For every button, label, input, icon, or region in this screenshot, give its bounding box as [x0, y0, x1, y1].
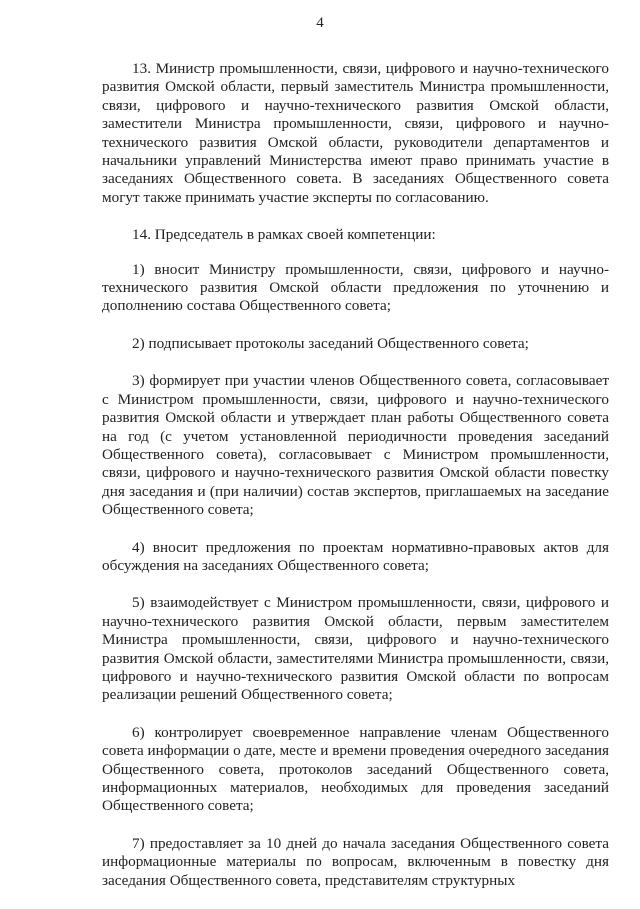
paragraph-13: 13. Министр промышленности, связи, цифрового и научно-технического развития Омской области, первый заместитель Министра промышленности, связи, цифрового и научно-технического развития Омской области, заместители Министра промышленности, связи, цифрового и научно-технического развития Омской области, руководители департаментов и начальники управлений Министерства имеют право принимать участие в заседаниях Общественного совета. В заседаниях Общественного совета могут также принимать участие эксперты по согласованию.: [102, 60, 609, 206]
list-item-4: 4) вносит предложения по проектам нормативно-правовых актов для обсуждения на заседаниях Общественного совета;: [102, 538, 609, 574]
list-item-6: 6) контролирует своевременное направление членам Общественного совета информации о дате, месте и времени проведения очередного заседания Общественного совета, протоколов заседаний Общественного совета, информационных материалов, необходимых для проведения заседаний Общественного совета;: [102, 723, 609, 815]
document-body: [102, 60, 609, 909]
list-item-1: 1) вносит Министру промышленности, связи, цифрового и научно-технического развития Омской области предложения по уточнению и дополнению состава Общественного совета;: [102, 260, 609, 315]
list-item-3: 3) формирует при участии членов Общественного совета, согласовывает с Министром промышленности, связи, цифрового и научно-технического развития Омской области и утверждает план работы Общественного совета на год (с учетом установленной периодичности проведения заседаний Общественного совета), согласовывает с Министром промышленности, связи, цифрового и научно-технического развития Омской области повестку дня заседания и (при наличии) состав экспертов, приглашаемых на заседание Общественного совета;: [102, 372, 609, 519]
paragraph-14: 14. Председатель в рамках своей компетенции:: [132, 226, 436, 244]
list-item-2: 2) подписывает протоколы заседаний Общественного совета;: [132, 334, 529, 352]
list-item-7: 7) предоставляет за 10 дней до начала заседания Общественного совета информационные материалы по вопросам, включенным в повестку дня заседания Общественного совета, представителям структурных: [102, 834, 609, 889]
page-number: 4: [316, 15, 324, 31]
list-item-5: 5) взаимодействует с Министром промышленности, связи, цифрового и научно-технического развития Омской области, первым заместителем Министра промышленности, связи, цифрового и научно-технического развития Омской области, заместителями Министра промышленности, связи, цифрового и научно-технического развития Омской области по вопросам реализации решений Общественного совета;: [102, 594, 609, 704]
